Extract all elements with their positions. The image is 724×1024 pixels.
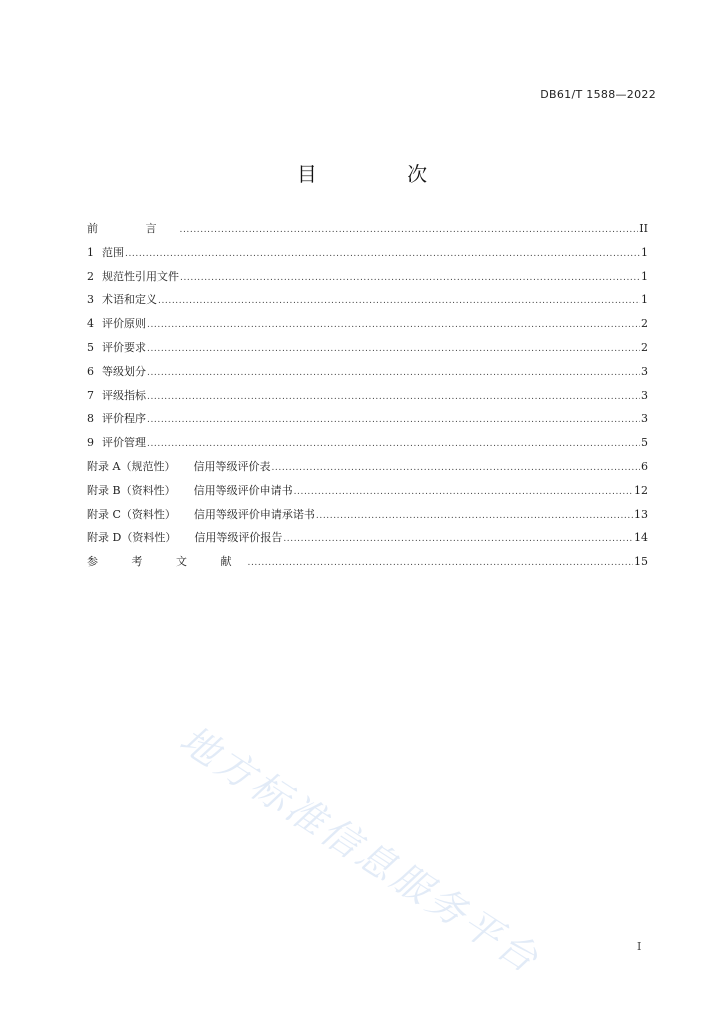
toc-number: 7 — [87, 388, 94, 402]
toc-label: 前 言 — [87, 222, 179, 235]
toc-entry-annex-b[interactable] — [87, 479, 648, 503]
toc-page: 3 — [641, 412, 648, 426]
toc-label: 评级指标 — [102, 388, 146, 402]
toc-leader — [147, 409, 640, 433]
toc-number: 3 — [87, 293, 94, 307]
toc-leader — [180, 219, 639, 243]
toc-number: 8 — [87, 412, 94, 426]
toc-page: 14 — [634, 531, 648, 545]
toc-entry-management[interactable] — [87, 431, 648, 455]
toc-number: 2 — [87, 269, 94, 283]
toc-leader — [125, 243, 640, 267]
toc-annex-title: 信用等级评价表 — [193, 459, 271, 473]
toc-page: 3 — [641, 364, 648, 378]
toc-leader — [147, 338, 640, 362]
toc-number: 5 — [87, 340, 94, 354]
toc-annex-title: 信用等级评价申请承诺书 — [193, 507, 315, 521]
toc-label: 附录 A（规范性） — [87, 459, 176, 473]
toc-page: 3 — [641, 388, 648, 402]
toc-leader — [271, 457, 640, 481]
toc-entry-annex-a[interactable] — [87, 455, 648, 479]
toc-leader — [316, 505, 633, 529]
toc-entry-terms[interactable] — [87, 288, 648, 312]
toc-leader — [294, 481, 633, 505]
toc-entry-bibliography[interactable] — [87, 550, 648, 574]
toc-leader — [147, 314, 640, 338]
toc-page: 6 — [641, 459, 648, 473]
standard-code: DB61/T 1588—2022 — [540, 88, 656, 101]
toc-label: 附录 C（资料性） — [87, 507, 176, 521]
toc-entry-procedure[interactable] — [87, 407, 648, 431]
toc-entry-indicators[interactable] — [87, 384, 648, 408]
toc-entry-principles[interactable] — [87, 312, 648, 336]
toc-leader — [158, 290, 640, 314]
table-of-contents — [87, 217, 648, 574]
toc-page: 2 — [641, 340, 648, 354]
toc-page: 1 — [641, 269, 648, 283]
toc-page: II — [639, 222, 648, 235]
toc-page: 1 — [641, 293, 648, 307]
toc-page: 5 — [641, 436, 648, 450]
toc-page: 2 — [641, 317, 648, 331]
toc-leader — [147, 362, 640, 386]
toc-leader — [180, 267, 640, 291]
toc-page: 12 — [634, 483, 648, 497]
toc-label: 评价管理 — [102, 436, 146, 450]
toc-leader — [147, 386, 640, 410]
toc-entry-normative-references[interactable] — [87, 265, 648, 289]
page-title: 目 次 — [296, 162, 470, 186]
toc-label: 附录 B（资料性） — [87, 483, 176, 497]
toc-page: 15 — [634, 555, 648, 569]
toc-label: 范围 — [102, 245, 124, 259]
toc-annex-title: 信用等级评价申请书 — [193, 483, 293, 497]
toc-label: 术语和定义 — [102, 293, 157, 307]
toc-leader — [248, 552, 634, 576]
toc-entry-requirements[interactable] — [87, 336, 648, 360]
toc-number: 1 — [87, 245, 94, 259]
toc-page: 13 — [634, 507, 648, 521]
watermark: 地方标准信息服务平台 — [172, 716, 549, 983]
toc-entry-grading[interactable] — [87, 360, 648, 384]
toc-entry-foreword[interactable] — [87, 217, 648, 241]
toc-leader — [283, 528, 633, 552]
toc-label: 规范性引用文件 — [102, 269, 179, 283]
toc-leader — [147, 433, 640, 457]
page-number: I — [637, 940, 642, 953]
toc-annex-title: 信用等级评价报告 — [194, 531, 283, 545]
toc-label: 评价要求 — [102, 340, 146, 354]
toc-entry-annex-d[interactable] — [87, 526, 648, 550]
toc-label: 附录 D（资料性） — [87, 531, 177, 545]
toc-label: 评价程序 — [102, 412, 146, 426]
toc-entry-annex-c[interactable] — [87, 503, 648, 527]
toc-label: 参 考 文 献 — [87, 555, 247, 569]
toc-page: 1 — [641, 245, 648, 259]
toc-label: 等级划分 — [102, 364, 146, 378]
toc-number: 6 — [87, 364, 94, 378]
toc-number: 4 — [87, 317, 94, 331]
toc-entry-scope[interactable] — [87, 241, 648, 265]
toc-number: 9 — [87, 436, 94, 450]
toc-label: 评价原则 — [102, 317, 146, 331]
